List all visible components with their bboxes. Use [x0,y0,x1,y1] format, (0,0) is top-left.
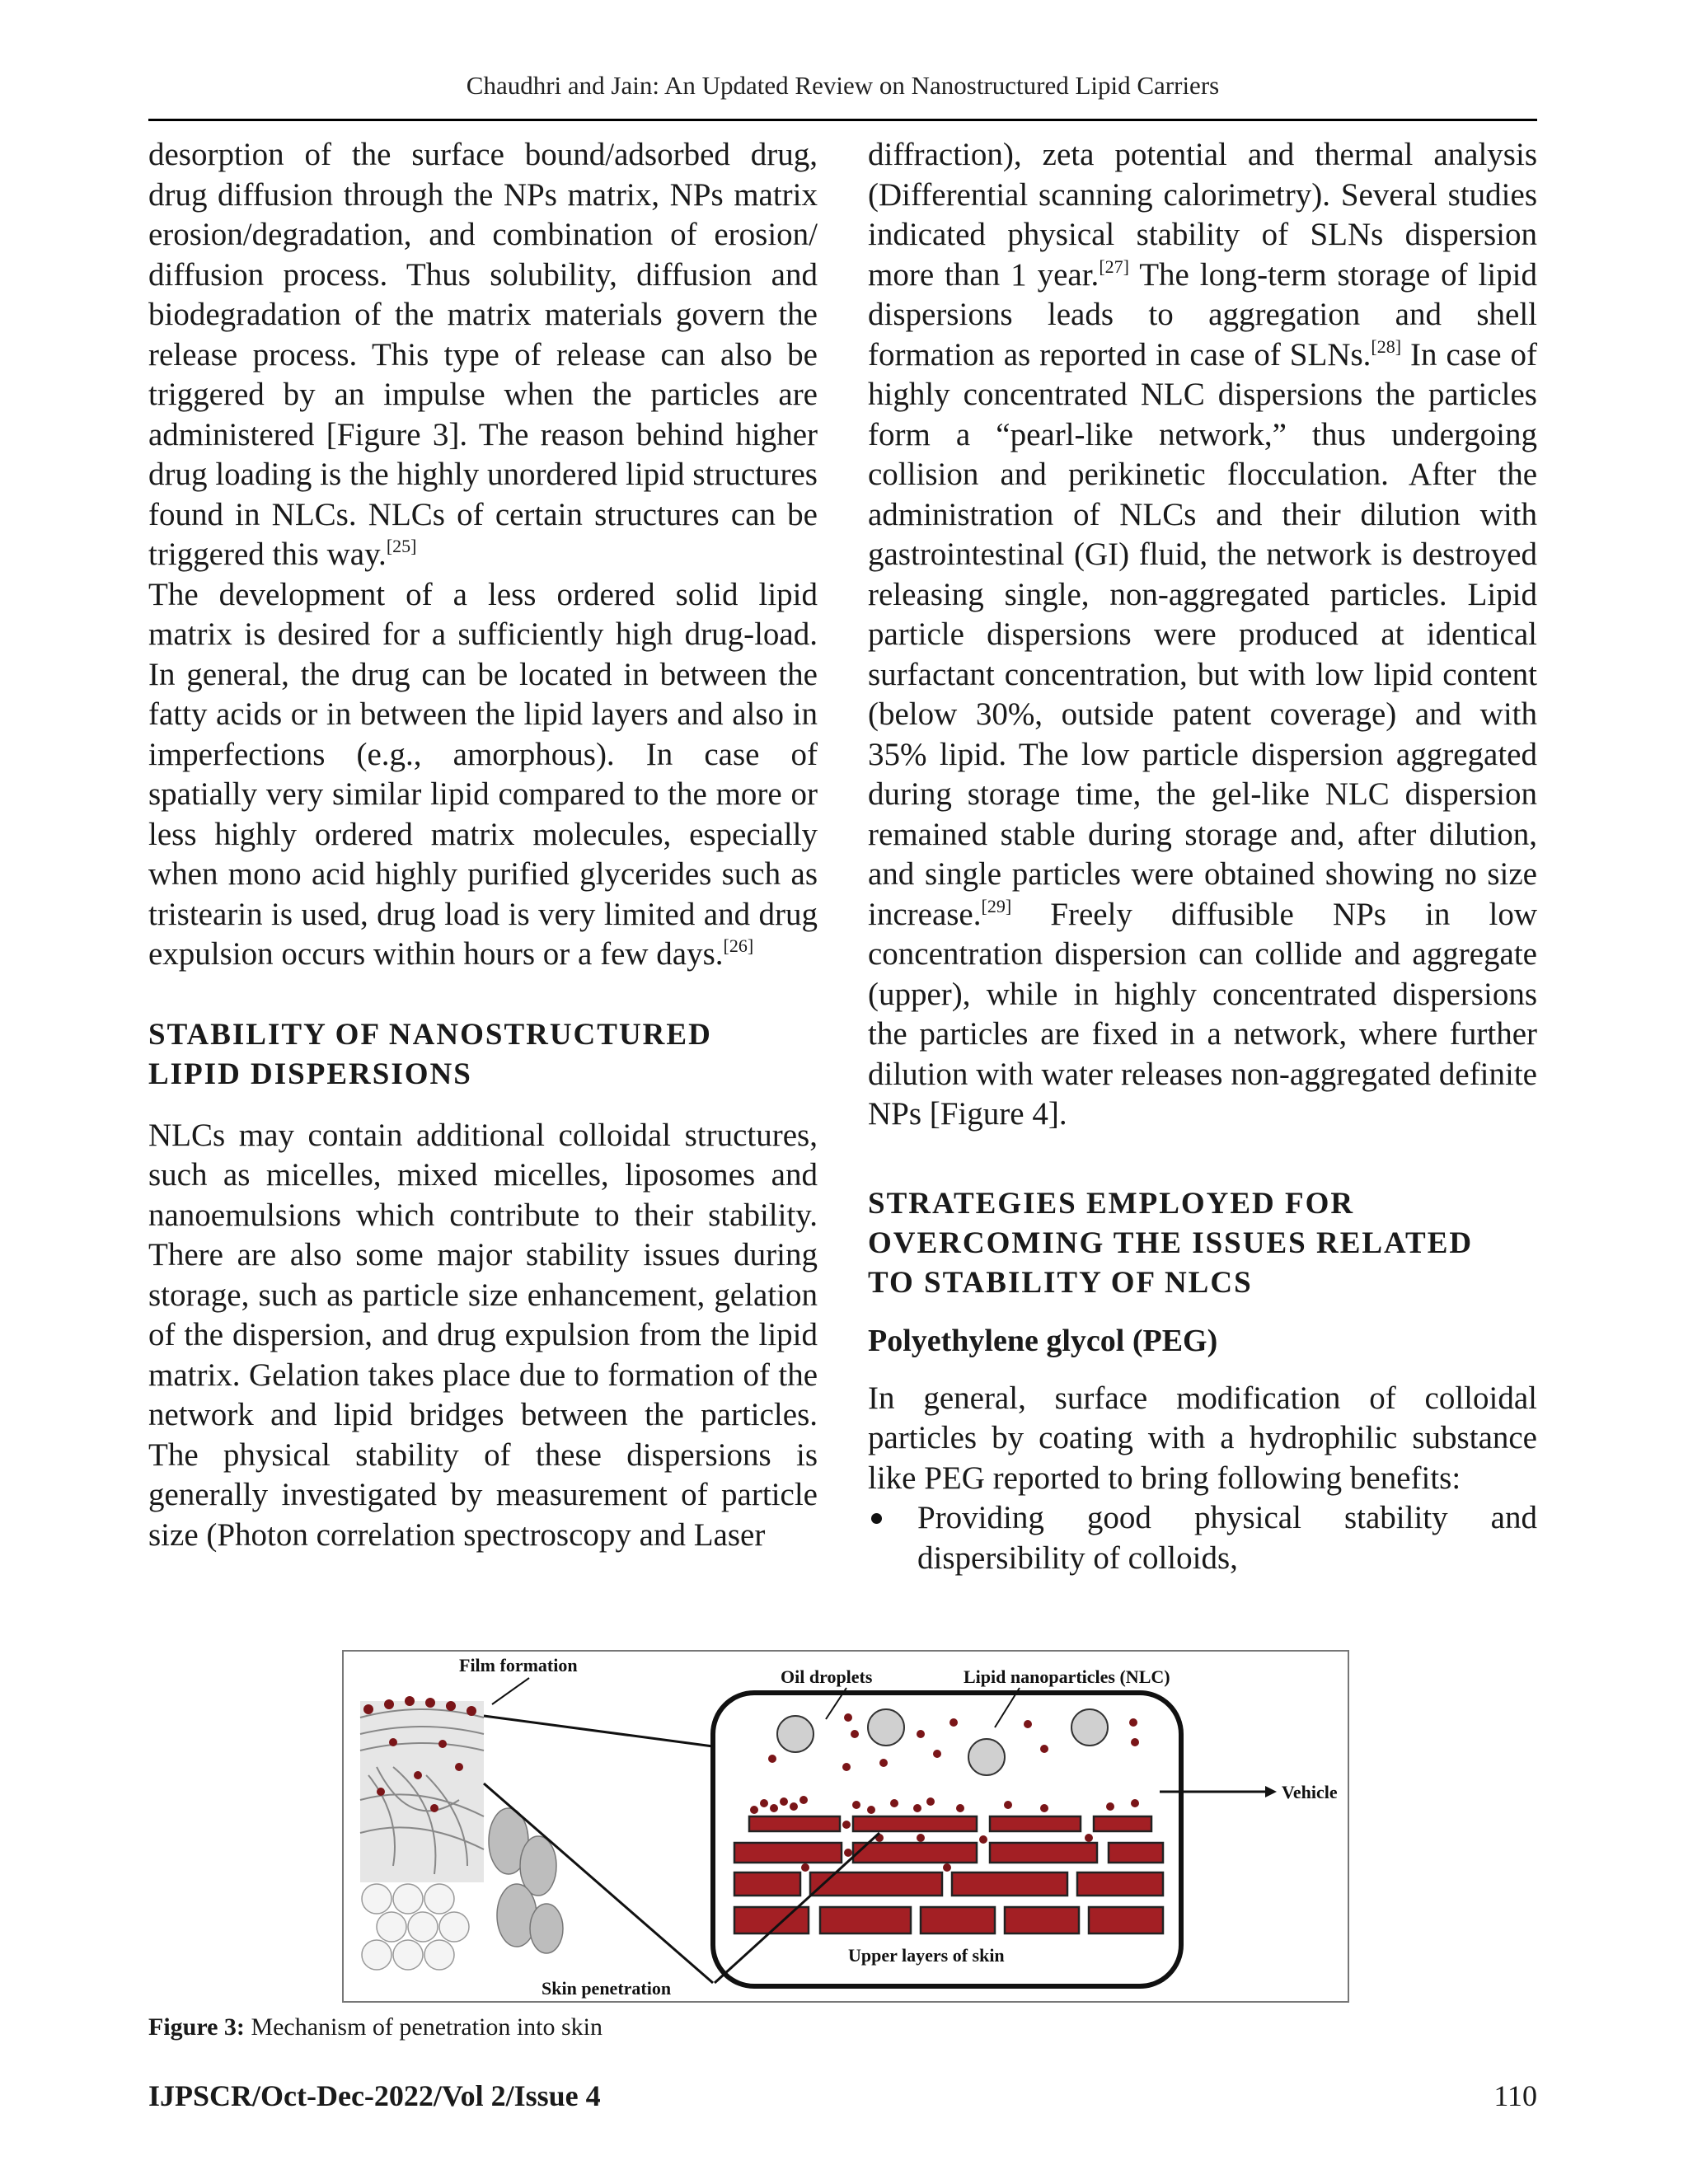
label-upper-layers-of-skin: Upper layers of skin [848,1945,1005,1966]
label-film-formation: Film formation [459,1655,578,1675]
skin-penetration-diagram [344,1652,1348,2001]
citation-28: [28] [1371,335,1402,357]
right-column [868,135,1537,1578]
caption-text: Mechanism of penetration into skin [251,2013,603,2041]
citation-25: [25] [386,536,417,556]
running-header: Chaudhri and Jain: An Updated Review on Nanostructured Lipid Carriers [466,71,1220,100]
benefits-list [868,1498,1537,1578]
figure-caption [148,2011,603,2044]
caption-label: Figure 3: [148,2013,245,2041]
right-paragraph-2: In general, surface modification of colloidal particles by coating with a hydrophilic substance like PEG reported to bring following benefits: [868,1380,1537,1496]
label-skin-penetration: Skin penetration [542,1978,672,1999]
label-oil-droplets: Oil droplets [781,1666,873,1687]
figure-3 [342,1650,1349,2003]
subheading-peg: Polyethylene glycol (PEG) [868,1323,1218,1358]
citation-26: [26] [723,935,754,956]
citation-27: [27] [1099,255,1129,277]
left-paragraph-3: NLCs may contain additional colloidal structures, such as micelles, mixed micelles, liposomes and nanoemulsions which contribute to their stability. There are also some major stability issues during storage, such as particle size enhancement, gelation of the dispersion, and drug expulsion from the lipid matrix. Gelation takes place due to formation of the network and lipid bridges between the particles. The physical stability of these dispersions is generally investigated by measurement of particle size (Photon correlation spectroscopy and Laser [148,1117,818,1553]
pointer-line [492,1678,529,1704]
header-rule [148,119,1537,121]
zoom-line-top [484,1716,713,1746]
citation-29: [29] [981,895,1012,916]
left-column [148,135,818,1555]
left-paragraph-2: The development of a less ordered solid lipid matrix is desired for a sufficiently high drug-load. In general, the drug can be located in between the fatty acids or in between the lipid layers and also in imperfections (e.g., amorphous). In case of spatially very similar lipid compared to the more or less highly ordered matrix molecules, especially when mono acid highly purified glycerides such as tristearin is used, drug load is very limited and drug expulsion occurs within hours or a few days.[26] [148,576,818,972]
vehicle-arrow-head [1265,1786,1277,1797]
label-vehicle: Vehicle [1282,1782,1338,1802]
section-heading-stability: STABILITY OF NANOSTRUCTURED LIPID DISPERSIONS [148,1017,712,1091]
skin-cross-section-illustration [360,1696,563,1970]
bullet-icon [871,1513,882,1524]
journal-footer: IJPSCR/Oct-Dec-2022/Vol 2/Issue 4 [148,2079,601,2112]
right-paragraph-1: diffraction), zeta potential and thermal analysis (Differential scanning calorimetry). Several studies indicated physical stability of SLNs dispersion more than 1 year.[27] The long-term storage of lipid dispersions leads to aggregation and shell formation as reported in case of SLNs.[28] In case of highly concentrated NLC dispersions the particles form a “pearl-like network,” thus undergoing collision and perikinetic flocculation. After the administration of NLCs and their dilution with gastrointestinal (GI) fluid, the network is destroyed releasing single, non-aggregated particles. Lipid particle dispersions were produced at identical surfactant concentration, but with low lipid content (below 30%, outside patent coverage) and with 35% lipid. The low particle dispersion aggregated during storage time, the gel-like NLC dispersion remained stable during storage and, after dilution, and single particles were obtained showing no size increase.[29] Freely diffusible NPs in low concentration dispersion can collide and aggregate (upper), while in highly concentrated dispersions the particles are fixed in a network, where further dilution with water releases non-aggregated definite NPs [Figure 4]. [868,137,1537,1132]
left-paragraph-1: desorption of the surface bound/adsorbed drug, drug diffusion through the NPs matrix, NPs matrix erosion/degradation, and combination of erosion/ diffusion process. Thus solubility, diffusion and biodegradation of the matrix materials govern the release process. This type of release can also be triggered by an impulse when the particles are administered [Figure 3]. The reason behind higher drug loading is the highly unordered lipid structures found in NLCs. NLCs of certain structures can be triggered this way.[25] [148,137,818,572]
zoom-line-bottom [484,1783,713,1983]
section-heading-strategies: STRATEGIES EMPLOYED FOR OVERCOMING THE ISSUES RELATED TO STABILITY OF NLCS [868,1186,1474,1300]
page-number: 110 [1493,2079,1537,2112]
label-lipid-nanoparticles: Lipid nanoparticles (NLC) [964,1666,1170,1687]
list-item: Providing good physical stability and dispersibility of colloids, [868,1498,1537,1578]
